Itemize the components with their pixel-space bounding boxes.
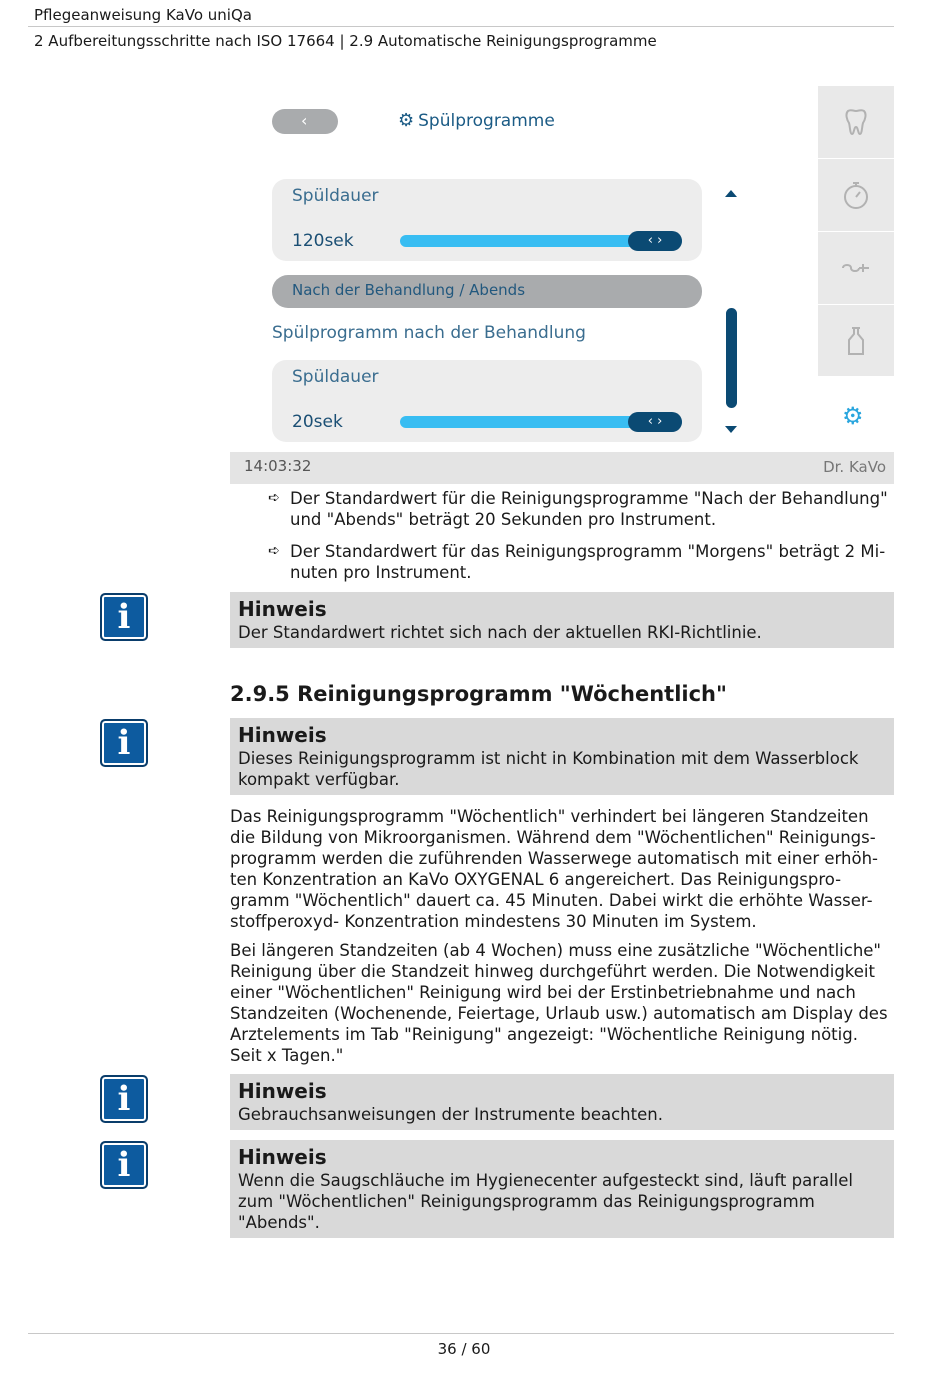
note-box [230,718,894,795]
header-divider [28,26,894,27]
scrollbar-thumb[interactable] [726,308,737,408]
rinse-duration-value: 20sek [292,412,343,432]
program-group-bar[interactable] [272,275,702,308]
arrow-right-icon: ➪ [268,543,280,559]
gear-icon: ⚙ [398,110,415,131]
note-body: Der Standardwert richtet sich nach der aktuellen RKI-Richtlinie. [238,623,762,642]
device-screen-figure [230,86,894,484]
stopwatch-icon[interactable] [818,159,894,232]
settings-gear-icon[interactable]: ⚙ [842,402,864,430]
rinse-duration-card-morning [272,179,702,261]
screen-title-text: Spülprogramme [418,111,555,131]
info-icon: i [100,593,148,641]
back-button[interactable] [272,109,338,134]
note-title: Hinweis [238,597,327,621]
note-title: Hinweis [238,1145,327,1169]
section-heading: 2.9.5 Reinigungsprogramm "Wöchentlich" [230,682,727,706]
slider-stepper[interactable]: ‹ › [628,231,682,251]
scroll-up-arrow-icon[interactable] [725,190,737,197]
info-icon: i [100,719,148,767]
note-box [230,1140,894,1238]
slider-stepper[interactable]: ‹ › [628,412,682,432]
rinse-duration-value: 120sek [292,231,354,251]
bottle-icon[interactable] [818,305,894,378]
side-tab-bar [818,86,894,376]
chevron-left-icon: ‹ [301,111,308,130]
section-path: 2 Aufbereitungsschritte nach ISO 17664 | 2.9 Automatische Reinigungsprogramme [34,32,657,50]
note-box [230,1074,894,1130]
user-name: Dr. KaVo [823,458,886,476]
arrow-right-icon: ➪ [268,490,280,506]
note-body: Dieses Reinigungsprogramm ist nicht in Kombination mit dem Wasserblock kompakt verfügbar. [238,749,859,789]
bullet-text: Der Standardwert für die Reinigungsprogramme "Nach der Behandlung" und "Abends" beträgt 20 Sekunden pro Instrument. [290,489,888,529]
program-section-label: Spülprogramm nach der Behandlung [272,323,586,343]
rinse-duration-slider[interactable] [400,235,682,247]
scroll-down-arrow-icon[interactable] [725,426,737,433]
info-icon: i [100,1141,148,1189]
program-group-label: Nach der Behandlung / Abends [292,281,526,299]
status-bar [230,452,894,484]
bullet-text: Der Standardwert für das Reinigungsprogramm "Morgens" beträgt 2 Mi-nuten pro Instrument. [290,542,886,582]
footer-divider [28,1333,894,1334]
info-icon: i [100,1075,148,1123]
tooth-icon[interactable] [818,86,894,159]
screen-title [398,110,555,131]
note-title: Hinweis [238,1079,327,1103]
rinse-duration-card-after-treatment [272,360,702,442]
document-title: Pflegeanweisung KaVo uniQa [34,6,252,24]
note-title: Hinweis [238,723,327,747]
note-box [230,592,894,648]
rinse-duration-slider[interactable] [400,416,682,428]
body-paragraph: Bei längeren Standzeiten (ab 4 Wochen) muss eine zusätzliche "Wöchentliche" Reinigung über die Standzeit hinweg durchgeführt werden. Die Notwendigkeit einer "Wöchentlichen" Reinigung wird bei der Erstinbetriebnahme und nach Standzeiten (Wochenende, Feiertage, Urlaub usw.) automatisch am Display des Arztelements im Tab "Reinigung" angezeigt: "Wöchentliche Reinigung nötig. Seit x Tagen." [230,941,888,1065]
page-number: 36 / 60 [437,1340,491,1358]
rinse-duration-label: Spüldauer [292,186,379,206]
instrument-icon[interactable] [818,232,894,305]
body-paragraph: Das Reinigungsprogramm "Wöchentlich" verhindert bei längeren Standzeiten die Bildung von Mikroorganismen. Während dem "Wöchentlichen" Reinigungs-programm werden die zuführenden Wasserwege automatisch mit einer erhöh-ten Konzentration an KaVo OXYGENAL 6 angereichert. Das Reinigungspro-gramm "Wöchentlich" dauert ca. 45 Minuten. Dabei wirkt die erhöhte Wasser-stoffperoxyd- Konzentration mindestens 30 Minuten im System. [230,807,878,931]
rinse-duration-label: Spüldauer [292,367,379,387]
note-body: Gebrauchsanweisungen der Instrumente beachten. [238,1105,663,1124]
note-body: Wenn die Saugschläuche im Hygienecenter aufgesteckt sind, läuft parallel zum "Wöchentlichen" Reinigungsprogramm das Reinigungsprogramm "Abends". [238,1171,853,1232]
clock-time: 14:03:32 [244,457,312,475]
